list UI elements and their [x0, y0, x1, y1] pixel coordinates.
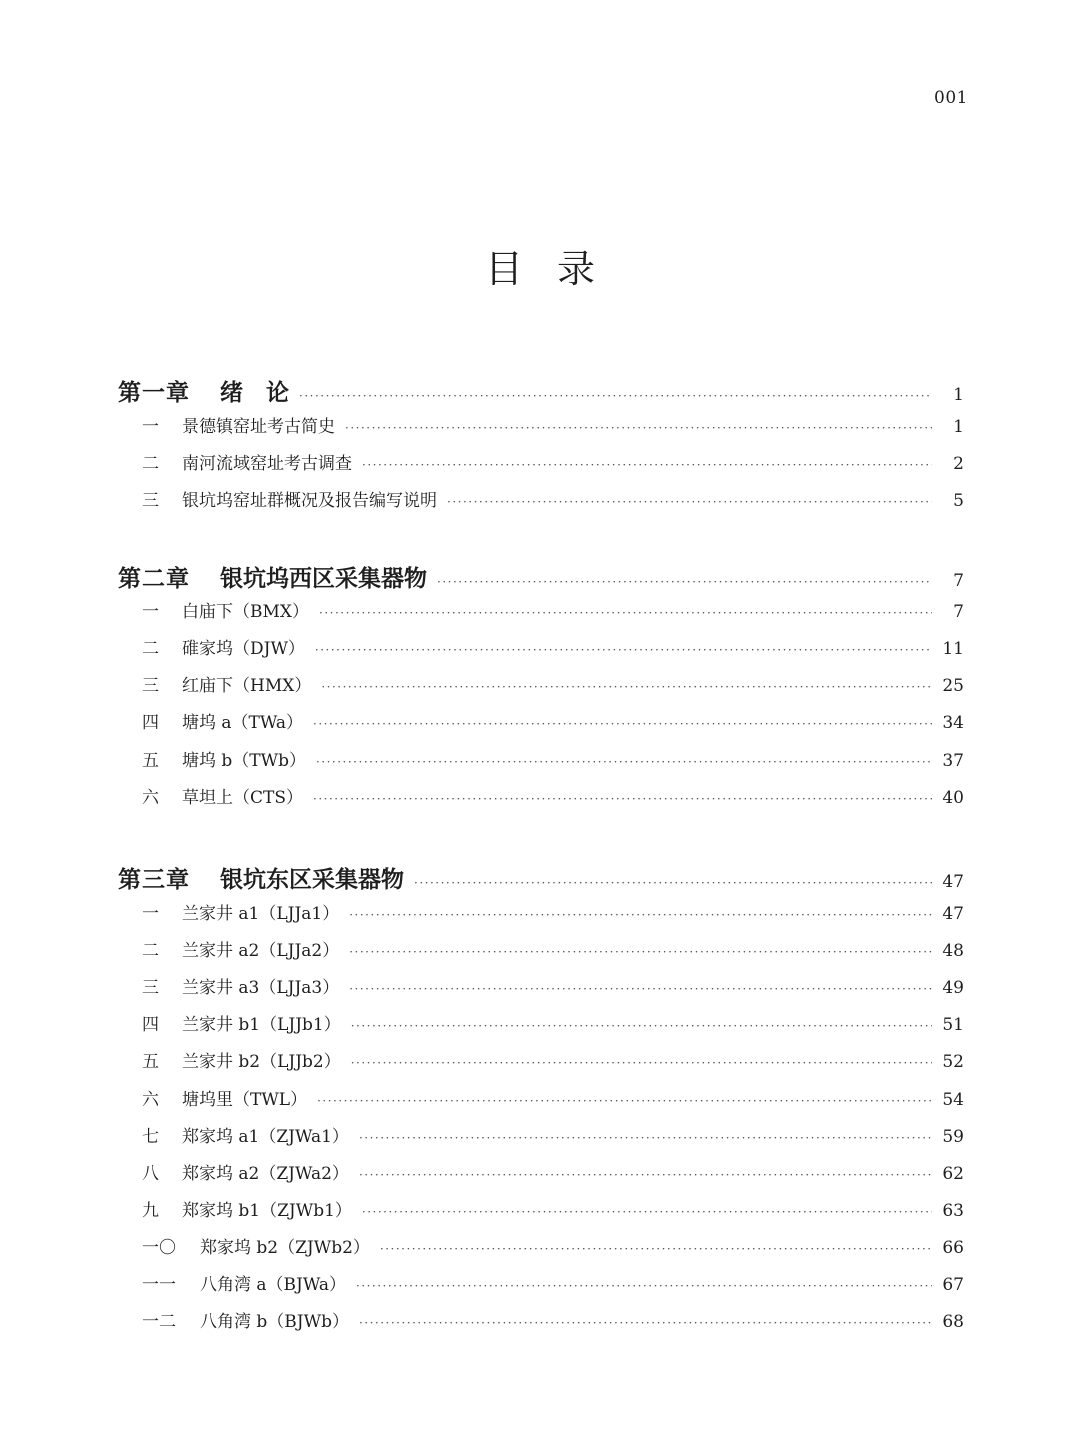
toc-entry[interactable]	[118, 1047, 964, 1072]
section-page: 47	[942, 904, 964, 924]
page-number: 001	[934, 88, 968, 108]
toc-entry[interactable]	[118, 1307, 964, 1332]
section-number: 三	[142, 676, 159, 696]
section-number: 一一	[142, 1275, 176, 1295]
dot-leader	[359, 1168, 932, 1182]
dot-leader	[351, 1019, 932, 1033]
dot-leader	[321, 680, 932, 694]
section-title: 兰家井 b2（LJJb2）	[182, 1052, 341, 1072]
toc-entry[interactable]	[118, 671, 964, 696]
section-title: 景德镇窑址考古简史	[182, 417, 335, 437]
toc-chapter-3[interactable]	[118, 861, 964, 894]
toc-entry[interactable]	[118, 973, 964, 998]
chapter-title: 银坑坞西区采集器物	[220, 565, 427, 592]
section-title: 郑家坞 a1（ZJWa1）	[182, 1127, 349, 1147]
toc-entry[interactable]	[118, 1196, 964, 1221]
section-page: 59	[942, 1127, 964, 1147]
section-title: 南河流域窑址考古调查	[182, 454, 352, 474]
dot-leader	[316, 755, 932, 769]
dot-leader	[313, 792, 932, 806]
section-title: 兰家井 a2（LJJa2）	[182, 941, 340, 961]
section-title: 银坑坞窑址群概况及报告编写说明	[182, 491, 437, 511]
section-number: 四	[142, 713, 159, 733]
dot-leader	[299, 389, 932, 403]
section-title: 白庙下（BMX）	[182, 602, 310, 622]
section-page: 37	[942, 751, 964, 771]
section-number: 九	[142, 1201, 159, 1221]
section-page: 54	[942, 1090, 964, 1110]
toc-entry[interactable]	[118, 486, 964, 511]
section-page: 25	[942, 676, 964, 696]
section-number: 一〇	[142, 1238, 176, 1258]
section-number: 四	[142, 1015, 159, 1035]
dot-leader	[319, 606, 932, 620]
dot-leader	[351, 1056, 932, 1070]
section-page: 1	[953, 417, 964, 437]
section-title: 八角湾 a（BJWa）	[200, 1275, 346, 1295]
dot-leader	[414, 876, 932, 890]
chapter-label: 第二章	[118, 565, 190, 592]
dot-leader	[315, 643, 932, 657]
section-title: 塘坞 b（TWb）	[182, 751, 306, 771]
section-title: 塘坞 a（TWa）	[182, 713, 304, 733]
section-number: 一	[142, 417, 159, 437]
toc-entry[interactable]	[118, 449, 964, 474]
section-number: 一二	[142, 1312, 176, 1332]
section-page: 48	[942, 941, 964, 961]
section-title: 塘坞里（TWL）	[182, 1090, 308, 1110]
section-page: 67	[942, 1275, 964, 1295]
section-title: 八角湾 b（BJWb）	[200, 1312, 349, 1332]
section-title: 兰家井 b1（LJJb1）	[182, 1015, 341, 1035]
dot-leader	[362, 458, 932, 472]
section-title: 兰家井 a1（LJJa1）	[182, 904, 340, 924]
section-number: 一	[142, 602, 159, 622]
toc-entry[interactable]	[118, 936, 964, 961]
dot-leader	[349, 945, 932, 959]
section-title: 红庙下（HMX）	[182, 676, 312, 696]
section-number: 八	[142, 1164, 159, 1184]
dot-leader	[437, 575, 932, 589]
dot-leader	[345, 421, 932, 435]
chapter-title: 银坑东区采集器物	[220, 866, 404, 893]
toc-entry[interactable]	[118, 597, 964, 622]
section-number: 三	[142, 978, 159, 998]
toc-entry[interactable]	[118, 783, 964, 808]
toc-title: 目录	[484, 247, 629, 291]
section-number: 五	[142, 751, 159, 771]
section-number: 二	[142, 941, 159, 961]
section-number: 六	[142, 788, 159, 808]
section-page: 66	[942, 1238, 964, 1258]
section-number: 一	[142, 904, 159, 924]
dot-leader	[317, 1094, 932, 1108]
dot-leader	[356, 1279, 932, 1293]
section-page: 40	[942, 788, 964, 808]
chapter-label: 第三章	[118, 866, 190, 893]
section-number: 六	[142, 1090, 159, 1110]
toc-entry[interactable]	[118, 1122, 964, 1147]
chapter-page: 7	[953, 571, 964, 591]
section-title: 郑家坞 b2（ZJWb2）	[200, 1238, 370, 1258]
section-title: 草坦上（CTS）	[182, 788, 303, 808]
toc-entry[interactable]	[118, 1233, 964, 1258]
chapter-page: 1	[953, 385, 964, 405]
dot-leader	[362, 1205, 932, 1219]
toc-entry[interactable]	[118, 1085, 964, 1110]
section-title: 郑家坞 a2（ZJWa2）	[182, 1164, 349, 1184]
dot-leader	[349, 982, 932, 996]
chapter-page: 47	[942, 872, 964, 892]
section-page: 49	[942, 978, 964, 998]
section-number: 二	[142, 454, 159, 474]
section-number: 五	[142, 1052, 159, 1072]
dot-leader	[359, 1131, 932, 1145]
toc-entry[interactable]	[118, 1010, 964, 1035]
section-page: 11	[942, 639, 964, 659]
dot-leader	[313, 717, 932, 731]
section-page: 68	[942, 1312, 964, 1332]
dot-leader	[447, 495, 932, 509]
section-page: 5	[953, 491, 964, 511]
section-page: 63	[942, 1201, 964, 1221]
section-number: 二	[142, 639, 159, 659]
section-page: 34	[942, 713, 964, 733]
section-number: 七	[142, 1127, 159, 1147]
toc-entry[interactable]	[118, 746, 964, 771]
section-page: 51	[942, 1015, 964, 1035]
section-page: 2	[953, 454, 964, 474]
chapter-title: 绪 论	[220, 379, 289, 406]
dot-leader	[349, 908, 932, 922]
section-title: 郑家坞 b1（ZJWb1）	[182, 1201, 352, 1221]
toc-entry[interactable]	[118, 1270, 964, 1295]
section-title: 兰家井 a3（LJJa3）	[182, 978, 340, 998]
toc-entry[interactable]	[118, 708, 964, 733]
toc-entry[interactable]	[118, 1159, 964, 1184]
section-page: 7	[953, 602, 964, 622]
toc-entry[interactable]	[118, 899, 964, 924]
dot-leader	[359, 1316, 932, 1330]
section-title: 碓家坞（DJW）	[182, 639, 305, 659]
toc-chapter-1[interactable]	[118, 374, 964, 407]
toc-entry[interactable]	[118, 634, 964, 659]
dot-leader	[380, 1242, 932, 1256]
chapter-label: 第一章	[118, 379, 190, 406]
section-page: 52	[942, 1052, 964, 1072]
section-number: 三	[142, 491, 159, 511]
toc-chapter-2[interactable]	[118, 560, 964, 593]
section-page: 62	[942, 1164, 964, 1184]
toc-entry[interactable]	[118, 412, 964, 437]
